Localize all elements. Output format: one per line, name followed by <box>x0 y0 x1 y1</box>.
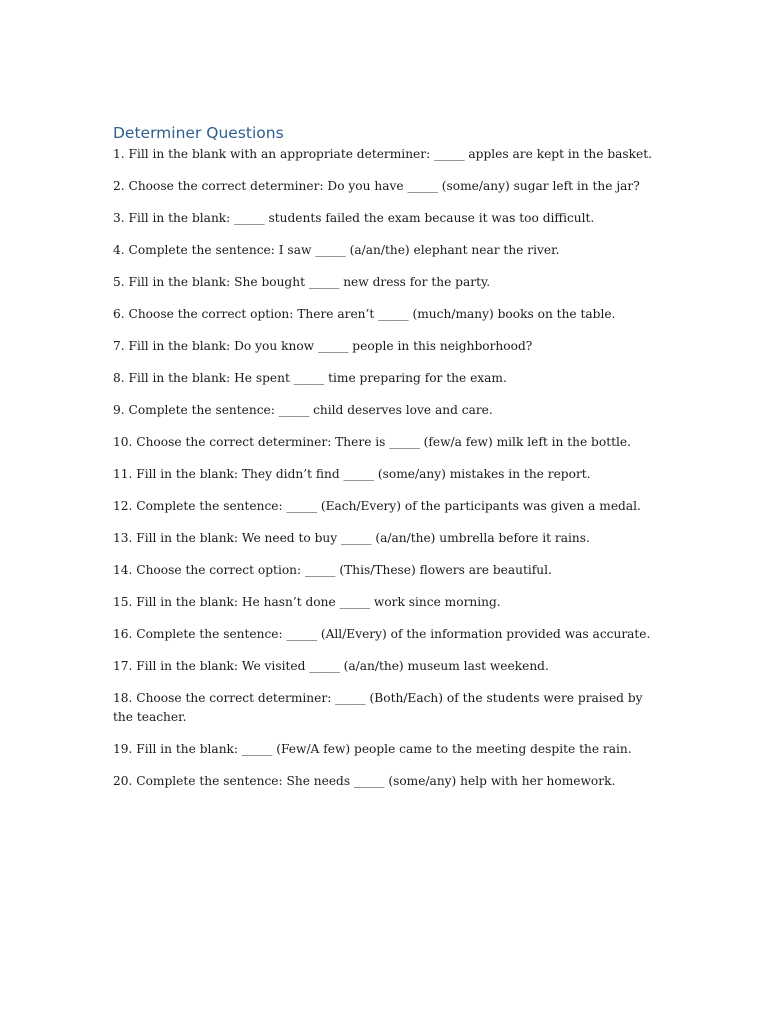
question-item: 14. Choose the correct option: _____ (This/These) flowers are beautiful. <box>113 563 552 577</box>
question-item: 18. Choose the correct determiner: _____ (Both/Each) of the students were praised by the teacher. <box>113 691 643 724</box>
question-item: 4. Complete the sentence: I saw _____ (a/an/the) elephant near the river. <box>113 243 560 257</box>
question-item: 7. Fill in the blank: Do you know _____ people in this neighborhood? <box>113 339 533 353</box>
question-item: 19. Fill in the blank: _____ (Few/A few) people came to the meeting despite the rain. <box>113 742 632 756</box>
question-item: 12. Complete the sentence: _____ (Each/Every) of the participants was given a medal. <box>113 499 641 513</box>
question-item: 17. Fill in the blank: We visited _____ (a/an/the) museum last weekend. <box>113 659 549 673</box>
question-item: 11. Fill in the blank: They didn’t find _____ (some/any) mistakes in the report. <box>113 467 591 481</box>
question-item: 9. Complete the sentence: _____ child deserves love and care. <box>113 403 493 417</box>
question-item: 15. Fill in the blank: He hasn’t done _____ work since morning. <box>113 595 501 609</box>
document-title: Determiner Questions <box>113 124 284 142</box>
question-item: 13. Fill in the blank: We need to buy _____ (a/an/the) umbrella before it rains. <box>113 531 590 545</box>
question-item: 1. Fill in the blank with an appropriate determiner: _____ apples are kept in the basket. <box>113 147 653 161</box>
question-item: 16. Complete the sentence: _____ (All/Every) of the information provided was accurate. <box>113 627 651 641</box>
question-item: 2. Choose the correct determiner: Do you have _____ (some/any) sugar left in the jar? <box>113 179 640 193</box>
question-item: 8. Fill in the blank: He spent _____ time preparing for the exam. <box>113 371 507 385</box>
question-item: 3. Fill in the blank: _____ students failed the exam because it was too difficult. <box>113 211 595 225</box>
question-item: 5. Fill in the blank: She bought _____ new dress for the party. <box>113 275 491 289</box>
question-item: 10. Choose the correct determiner: There is _____ (few/a few) milk left in the bottle. <box>113 435 631 449</box>
question-item: 6. Choose the correct option: There aren’t _____ (much/many) books on the table. <box>113 307 616 321</box>
question-item: 20. Complete the sentence: She needs _____ (some/any) help with her homework. <box>113 774 616 788</box>
